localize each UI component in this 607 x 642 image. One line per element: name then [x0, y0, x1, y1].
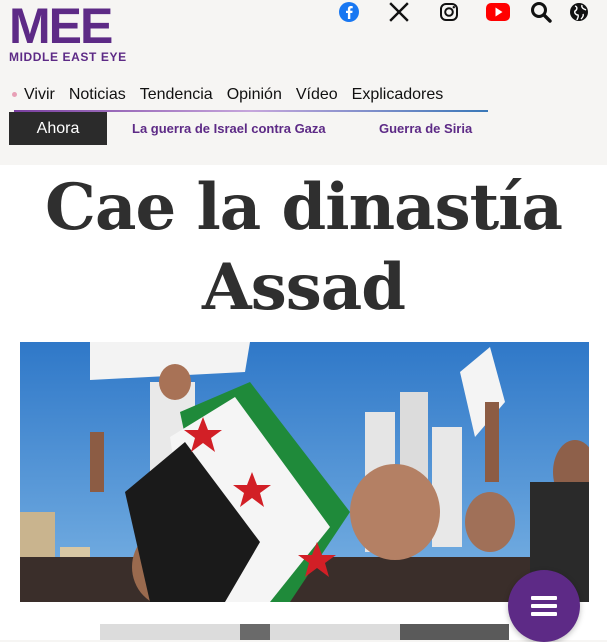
- trending-link-siria[interactable]: Guerra de Siria: [379, 121, 473, 136]
- trending-link-gaza[interactable]: La guerra de Israel contra Gaza: [132, 121, 326, 136]
- instagram-icon[interactable]: [436, 0, 462, 24]
- nav-indicator-dot: [12, 92, 17, 97]
- nav-item-tendencia[interactable]: Tendencia: [139, 86, 213, 103]
- headline-line-1: Cae la dinastía: [45, 170, 562, 245]
- nav-item-video[interactable]: Vídeo: [295, 86, 338, 103]
- main-nav: [14, 84, 457, 106]
- logo-subtitle: MIDDLE EAST EYE: [9, 50, 127, 64]
- search-icon[interactable]: [528, 0, 554, 24]
- site-logo[interactable]: [9, 0, 127, 64]
- facebook-icon[interactable]: [336, 0, 362, 24]
- headline-line-2: Assad: [202, 250, 405, 325]
- youtube-icon[interactable]: [484, 0, 512, 24]
- logo-mark: MEE: [9, 0, 112, 54]
- trending-label: Ahora: [9, 112, 107, 145]
- hero-photo[interactable]: [20, 342, 589, 602]
- nav-item-vivir[interactable]: Vivir: [24, 86, 55, 103]
- nav-item-opinion[interactable]: Opinión: [226, 86, 282, 103]
- nav-item-noticias[interactable]: Noticias: [68, 86, 126, 103]
- x-icon[interactable]: [386, 0, 412, 24]
- article-headline[interactable]: [0, 168, 607, 328]
- menu-icon: [531, 595, 557, 617]
- menu-button[interactable]: [508, 570, 580, 642]
- secondary-photo[interactable]: [100, 624, 509, 640]
- nav-item-explicadores[interactable]: Explicadores: [351, 86, 444, 103]
- globe-icon[interactable]: [566, 0, 592, 24]
- site-header: [0, 0, 607, 165]
